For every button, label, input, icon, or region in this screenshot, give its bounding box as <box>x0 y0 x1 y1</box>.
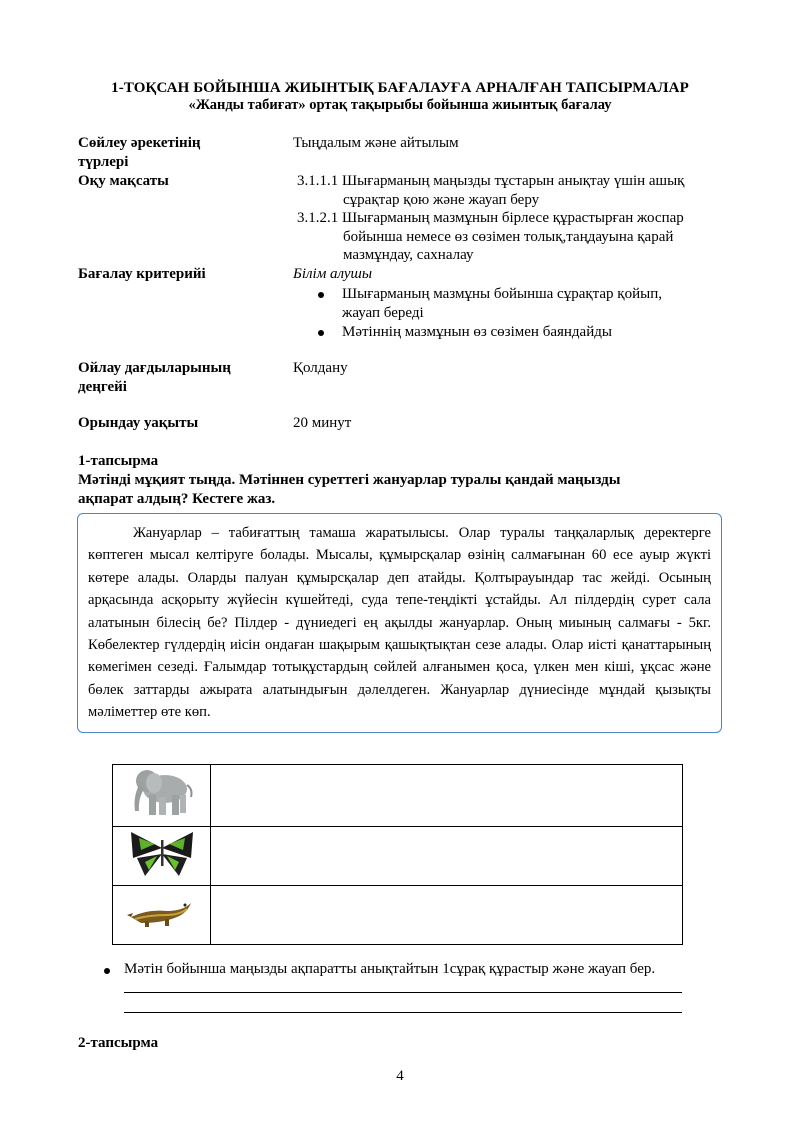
listening-text-box: Жануарлар – табиғаттың тамаша жаратылысы. Олар туралы таңқаларлық деректерге көптеген мысал келтіруге болады. Мысалы, құмырсқалар өзінің салмағынан 60 есе ауыр жүкті көтере алады. Оларды палуан құмырсқалар деп атайды. Қолтырауындар тас жейді. Осының арқасында асқорыту жүйесін күшейтеді, суда тепе-теңдікті ұстайды. Ал пілдердің сурет сала алатынын білесің бе? Пілдер - дүниедегі ең ақылды жануарлар. Оның миының салмағы - 5кг. Көбелектер гүлдердің иісін ондаған шақырым қашықтықтан сезе алады. Олар иісті қанаттарының көмегімен сезеді. Ғалымдар тотықұстардың сөйлей алғанымен қоса, үлкен мен кіші, ұқсас және бөлек заттарды ажырата алатындығын дәлелдеген. Жануарлар дүниесінде мұндай қызықты мәліметтер өте көп. <box>77 513 722 733</box>
butterfly-answer-cell[interactable] <box>211 827 683 886</box>
goal-label: Оқу мақсаты <box>78 173 169 189</box>
butterfly-icon <box>127 828 197 880</box>
answer-line-2[interactable] <box>124 1012 682 1013</box>
time-label: Орындау уақыты <box>78 415 199 431</box>
task1-heading: 1-тапсырма Мәтінді мұқият тыңда. Мәтіннен суреттегі жануарлар туралы қандай маңызды ақпарат алдың? Кестеге жаз. <box>78 453 621 507</box>
criteria-label: Бағалау критерийі <box>78 266 206 282</box>
butterfly-cell <box>113 827 211 886</box>
crocodile-cell <box>113 886 211 945</box>
thinking-label: Ойлау дағдыларының деңгейі <box>78 360 231 395</box>
page-number: 4 <box>396 1068 404 1084</box>
speech-label: Сөйлеу әрекетінің түрлері <box>78 135 201 170</box>
table-row <box>113 765 683 827</box>
table-row <box>113 827 683 886</box>
table-row <box>113 886 683 945</box>
criteria-item-1: Шығарманың мазмұны бойынша сұрақтар қойып, жауап береді <box>342 285 662 323</box>
criteria-item-2: Мәтіннің мазмұнын өз сөзімен баяндайды <box>342 323 612 342</box>
question-item: Мәтін бойынша маңызды ақпаратты анықтайтын 1сұрақ құрастыр және жауап бер. <box>124 961 655 978</box>
criteria-intro: Білім алушы <box>293 266 373 282</box>
page-subtitle: «Жанды табиғат» ортақ тақырыбы бойынша жиынтық бағалау <box>188 97 612 113</box>
elephant-answer-cell[interactable] <box>211 765 683 827</box>
elephant-icon <box>127 765 197 821</box>
bullet-icon <box>318 330 324 336</box>
page-title: 1-ТОҚСАН БОЙЫНША ЖИЫНТЫҚ БАҒАЛАУҒА АРНАЛҒАН ТАПСЫРМАЛАР <box>111 80 689 96</box>
elephant-cell <box>113 765 211 827</box>
goal-1: 3.1.1.1 Шығарманың маңызды тұстарын анықтау үшін ашық сұрақтар қою және жауап беру <box>297 173 685 208</box>
time-value: 20 минут <box>293 415 352 431</box>
thinking-value: Қолдану <box>293 360 348 376</box>
bullet-icon <box>318 292 324 298</box>
goal-2: 3.1.2.1 Шығарманың мазмұнын бірлесе құрастырған жоспар бойынша немесе өз сөзімен толық,таңдауына қарай мазмұндау, сахналау <box>297 210 684 263</box>
task2-heading: 2-тапсырма <box>78 1035 159 1051</box>
animal-answer-table <box>112 764 683 945</box>
answer-line-1[interactable] <box>124 992 682 993</box>
bullet-icon <box>104 968 110 974</box>
crocodile-answer-cell[interactable] <box>211 886 683 945</box>
speech-value: Тыңдалым және айтылым <box>293 135 459 151</box>
crocodile-icon <box>127 891 197 935</box>
